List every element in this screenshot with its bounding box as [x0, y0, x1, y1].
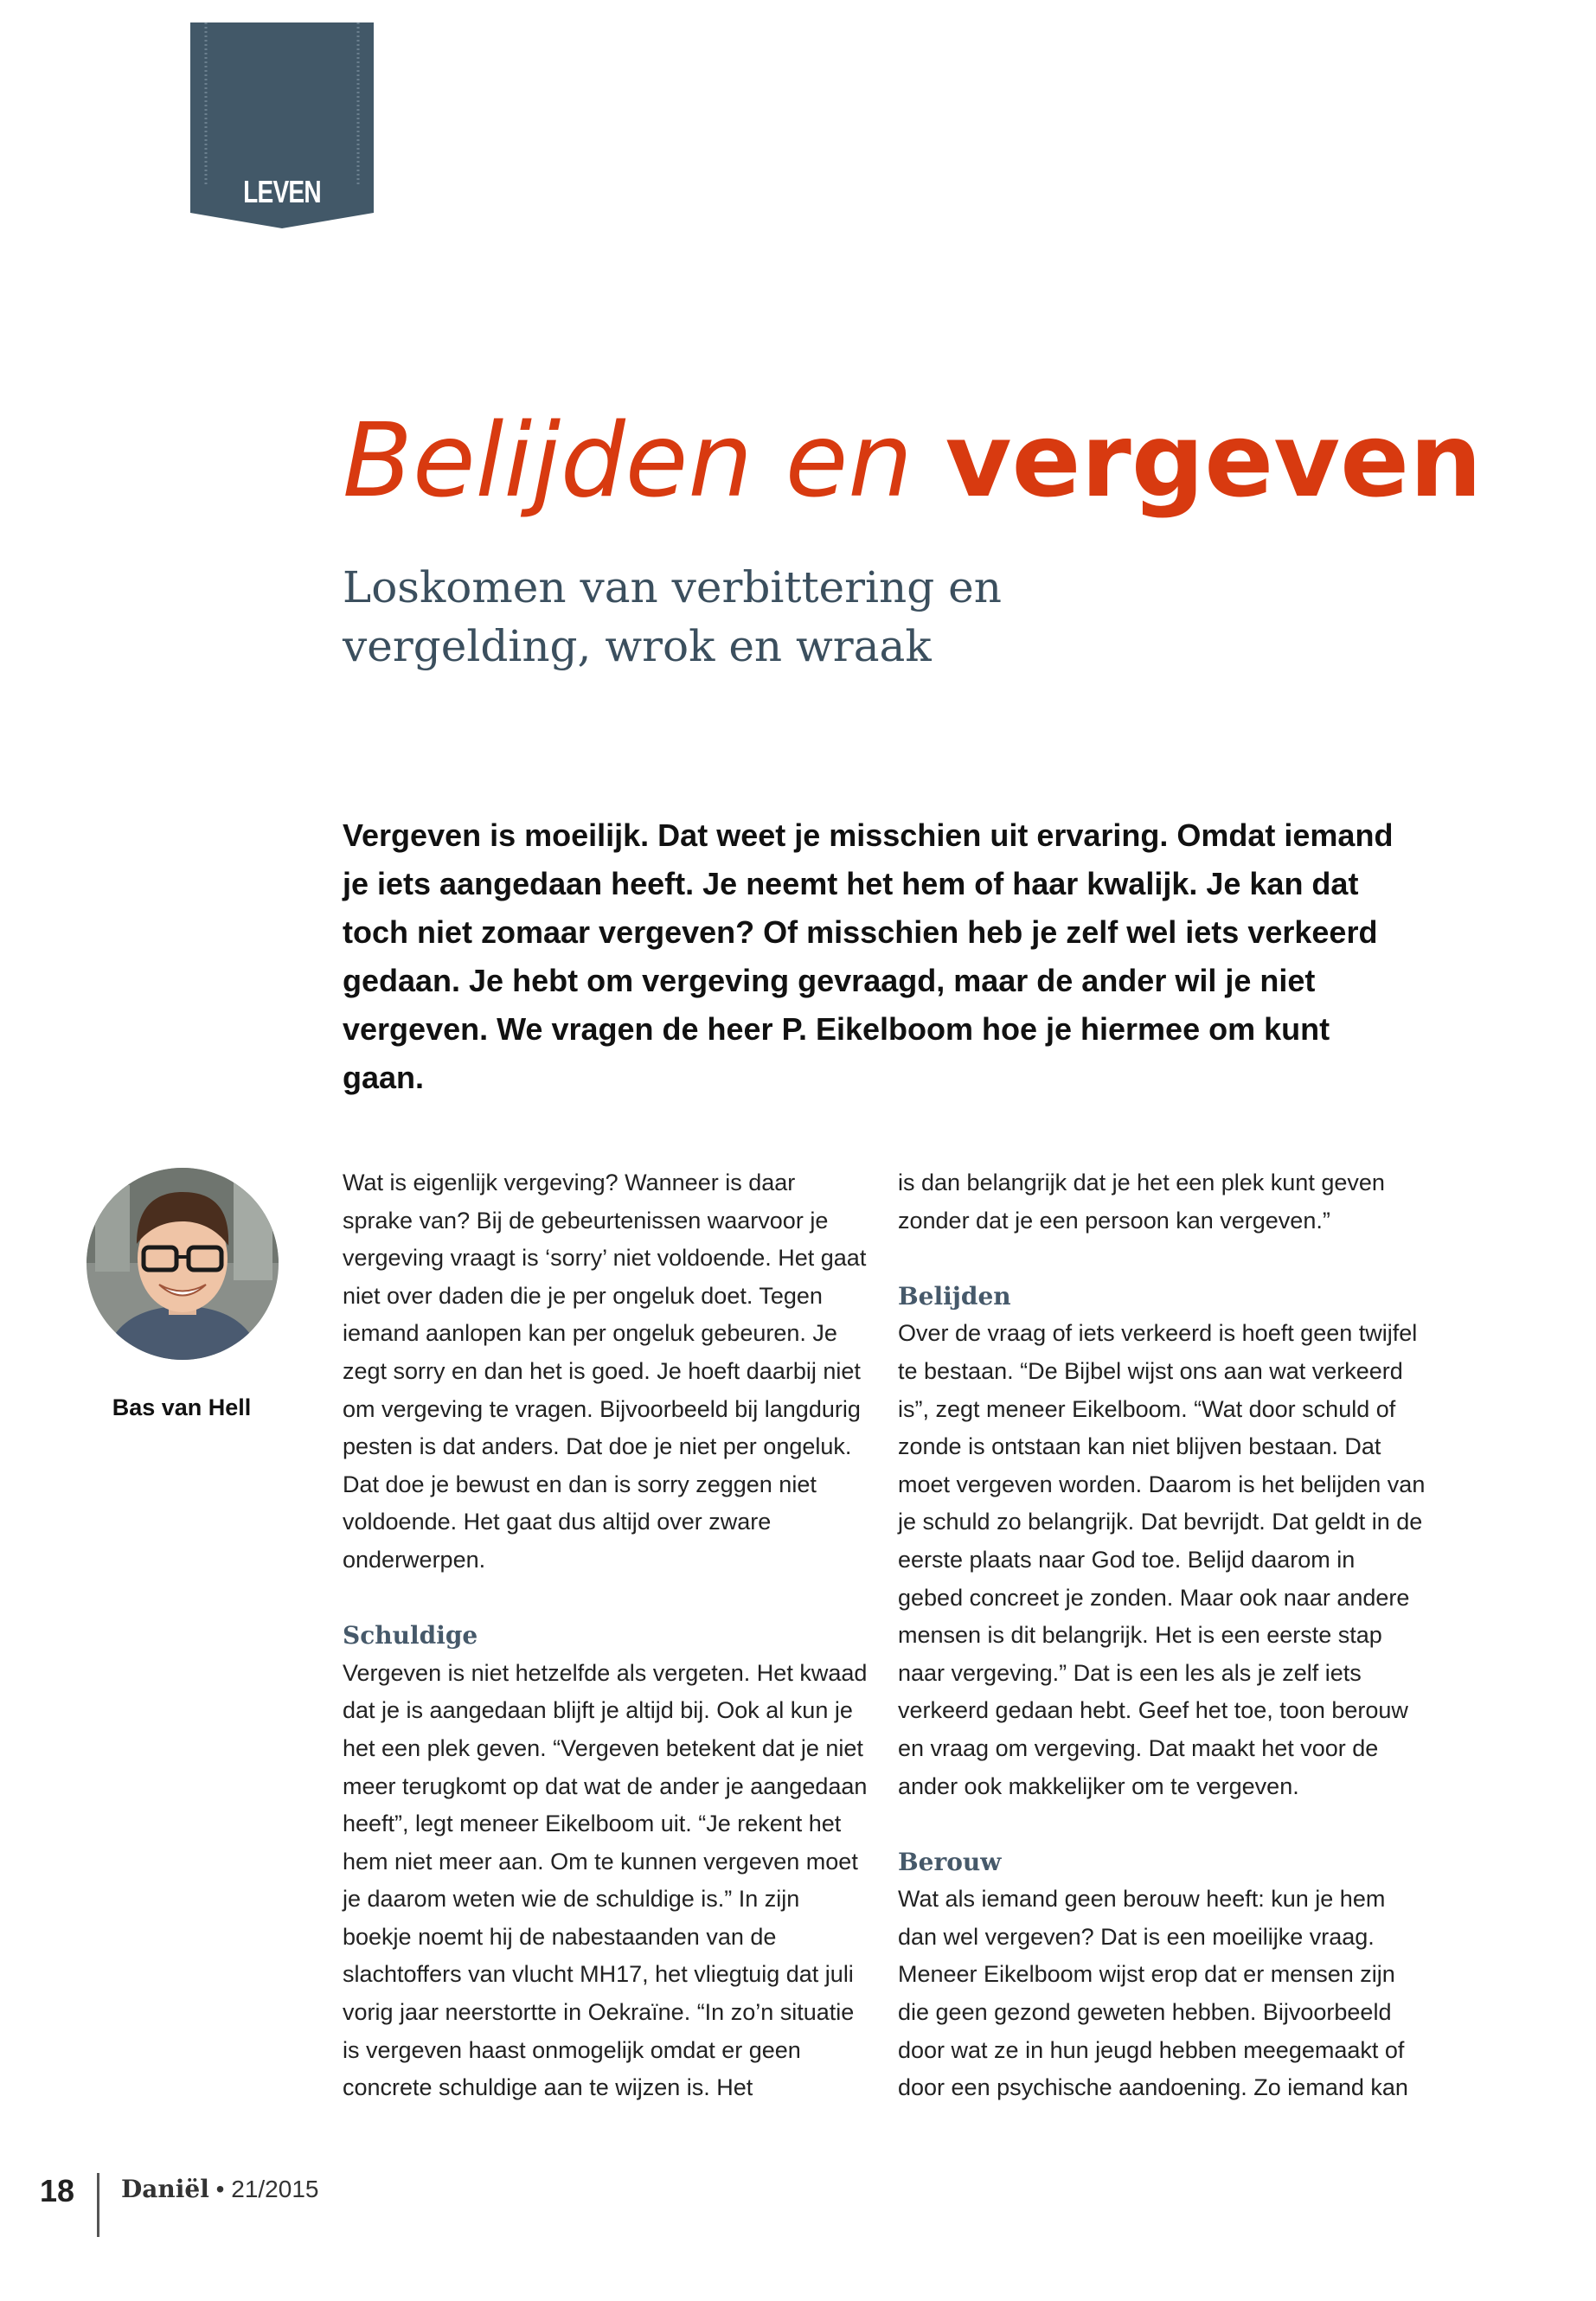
section-label: LEVEN [243, 174, 321, 209]
heading-belijden: Belijden [898, 1281, 1011, 1311]
left-paragraph-1: Wat is eigenlijk vergeving? Wanneer is daar sprake van? Bij de gebeurtenissen waarvoor je vergeving vraagt is ‘sorry’ niet voldoende. Het gaat niet over daden die je per ongeluk doet. Tegen iemand aanlopen kan per ongeluk gebeuren. Je zegt sorry en dan het is goed. Je hoeft daarbij niet om vergeving te vragen. Bijvoorbeeld bij langdurig pesten is dat anders. Dat doe je niet per ongeluk. Dat doe je bewust en dan is sorry zeggen niet voldoende. Het gaat dus altijd over zware onderwerpen. [343, 1170, 867, 1573]
article-title [343, 400, 1482, 521]
footer-divider [97, 2173, 99, 2237]
left-paragraph-2: Vergeven is niet hetzelfde als vergeten. Het kwaad dat je is aangedaan blijft je altijd bij. Ook al kun je het een plek geven. “Vergeven betekent dat je niet meer terugkomt op dat wat de ander je aangedaan heeft”, legt meneer Eikelboom uit. “Je rekent het hem niet meer aan. Om te kunnen vergeven moet je daarom weten wie de schuldige is.” In zijn boekje noemt hij de nabestaanden van de slachtoffers van vlucht MH17, het vliegtuig dat juli vorig jaar neerstortte in Oekraïne. “In zo’n situatie is vergeven haast onmogelijk omdat er geen concrete schuldige aan te wijzen is. Het [343, 1659, 868, 2101]
right-paragraph-2: Over de vraag of iets verkeerd is hoeft geen twijfel te bestaan. “De Bijbel wijst ons aan wat verkeerd is”, zegt meneer Eikelboom. “Wat door schuld of zonde is ontstaan kan niet blijven bestaan. Dat moet vergeven worden. Daarom is het belijden van je schuld zo belangrijk. Dat bevrijdt. Dat geldt in de eerste plaats naar God toe. Belijd daarom in gebed concreet je zonden. Maar ook naar andere mensen is dit belangrijk. Het is een eerste stap naar vergeving.” Dat is een les als je zelf iets verkeerd gedaan hebt. Geef het toe, toon berouw en vraag om vergeving. Dat maakt het voor de ander ook makkelijker om te vergeven. [898, 1320, 1426, 1799]
portrait-photo-icon [87, 1168, 279, 1360]
magazine-info [121, 2175, 318, 2203]
right-paragraph-1: is dan belangrijk dat je het een plek kunt geven zonder dat je een persoon kan vergeven.” [898, 1170, 1385, 1234]
title-bold: vergeven [945, 401, 1483, 520]
article-intro: Vergeven is moeilijk. Dat weet je misschien uit ervaring. Omdat iemand je iets aangedaan heeft. Je neemt het hem of haar kwalijk. Je kan dat toch niet zomaar vergeven? Of misschien heb je zelf wel iets verkeerd gedaan. Je hebt om vergeving gevraagd, maar de ander wil je niet vergeven. We vragen de heer P. Eikelboom hoe je hiermee om kunt gaan. [343, 817, 1394, 1095]
title-light: Belijden en [343, 401, 913, 520]
author-name: Bas van Hell [112, 1394, 252, 1420]
page-number: 18 [40, 2173, 75, 2208]
magazine-name: Daniël [121, 2175, 209, 2203]
section-ribbon [190, 22, 374, 228]
heading-berouw: Berouw [898, 1847, 1002, 1876]
right-paragraph-3: Wat als iemand geen berouw heeft: kun je hem dan wel vergeven? Dat is een moeilijke vraag. Meneer Eikelboom wijst erop dat er mensen zijn die geen gezond geweten hebben. Bijvoorbeeld door wat ze in hun jeugd hebben meegemaakt of door een psychische aandoening. Zo iemand kan [898, 1886, 1408, 2101]
right-column [898, 1164, 1426, 2107]
left-column [343, 1164, 870, 2107]
heading-schuldige: Schuldige [343, 1621, 478, 1650]
page-footer [0, 2163, 519, 2284]
footer-separator: • [215, 2176, 225, 2202]
issue-number: 21/2015 [231, 2176, 319, 2202]
article-subtitle: Loskomen van verbittering en vergelding, wrok en wraak [343, 562, 1002, 671]
author-photo [87, 1168, 279, 1360]
